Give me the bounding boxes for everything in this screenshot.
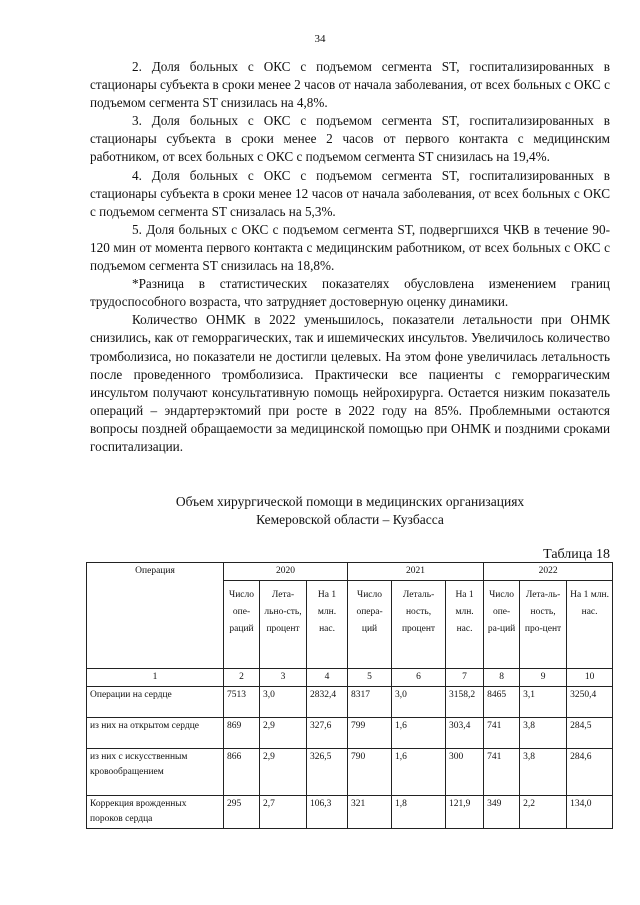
value-cell: 790: [348, 749, 392, 796]
subheader-cell: Число опе-раций: [224, 581, 260, 669]
value-cell: 134,0: [567, 796, 613, 829]
value-cell: 106,3: [307, 796, 348, 829]
value-cell: 3,1: [520, 687, 567, 718]
table-title: [90, 493, 610, 529]
value-cell: 326,5: [307, 749, 348, 796]
column-number: 3: [260, 669, 307, 687]
value-cell: 3,8: [520, 718, 567, 749]
value-cell: 2,9: [260, 718, 307, 749]
table-row: [87, 749, 613, 796]
table-label: Таблица 18: [543, 547, 610, 562]
column-number: 7: [446, 669, 484, 687]
paragraph: Количество ОНМК в 2022 уменьшилось, показатели летальности при ОНМК снизились, как от геморрагических, так и ишемических инсультов. Увеличилось количество тромболизиса, но показатели не достигли целевых. На этом фоне увеличилась летальность после проведенного тромболизиса. Практически все пациенты с геморрагическим инсультом получают консультативную помощь нейрохирурга. Остается низким показатель операций – эндартерэктомий при росте в 2022 году на 85%. Проблемными остаются вопросы поздней обращаемости за медицинской помощью при ОНМК и поздними сроками госпитализации.: [90, 312, 610, 454]
header-row: [87, 563, 613, 581]
value-cell: 3,0: [260, 687, 307, 718]
value-cell: 3,0: [392, 687, 446, 718]
page-number: 34: [314, 33, 326, 45]
value-cell: 3158,2: [446, 687, 484, 718]
value-cell: 1,8: [392, 796, 446, 829]
surgery-volume-table: [86, 562, 613, 829]
paragraph: 2. Доля больных с ОКС с подъемом сегмента ST, госпитализированных в стационары субъекта в сроки менее 2 часов от начала заболевания, от всех больных с ОКС с подъемом сегмента ST снизилась на 4,8%.: [90, 59, 610, 111]
subheader-cell: Лета-ль-ность, про-цент: [520, 581, 567, 669]
body-text: [90, 58, 610, 456]
subheader-cell: На 1 млн. нас.: [567, 581, 613, 669]
value-cell: 741: [484, 749, 520, 796]
table-row: [87, 796, 613, 829]
value-cell: 8465: [484, 687, 520, 718]
column-number: 2: [224, 669, 260, 687]
value-cell: 300: [446, 749, 484, 796]
column-number-row: [87, 669, 613, 687]
value-cell: 321: [348, 796, 392, 829]
operation-cell: из них на открытом сердце: [87, 718, 224, 749]
value-cell: 121,9: [446, 796, 484, 829]
subheader-cell: Лета-льно-сть, процент: [260, 581, 307, 669]
value-cell: 284,6: [567, 749, 613, 796]
value-cell: 799: [348, 718, 392, 749]
column-number: 9: [520, 669, 567, 687]
column-number: 8: [484, 669, 520, 687]
column-number: 1: [87, 669, 224, 687]
value-cell: 284,5: [567, 718, 613, 749]
subheader-cell: На 1 млн. нас.: [307, 581, 348, 669]
operation-cell: Коррекция врожденных пороков сердца: [87, 796, 224, 829]
operation-cell: Операции на сердце: [87, 687, 224, 718]
paragraph: 5. Доля больных с ОКС с подъемом сегмента ST, подвергшихся ЧКВ в течение 90-120 мин от момента первого контакта с медицинским работником, от всех больных с ОКС с подъемом сегмента ST снизилась на 18,8%.: [90, 221, 610, 274]
value-cell: 295: [224, 796, 260, 829]
operation-cell: из них с искусственным кровообращением: [87, 749, 224, 796]
column-number: 4: [307, 669, 348, 687]
value-cell: 869: [224, 718, 260, 749]
subheader-cell: Число опе-ра-ций: [484, 581, 520, 669]
value-cell: 741: [484, 718, 520, 749]
value-cell: 8317: [348, 687, 392, 718]
column-number: 5: [348, 669, 392, 687]
value-cell: 3250,4: [567, 687, 613, 718]
value-cell: 2,7: [260, 796, 307, 829]
subheader-cell: Число опера-ций: [348, 581, 392, 669]
value-cell: 7513: [224, 687, 260, 718]
value-cell: 303,4: [446, 718, 484, 749]
table-row: [87, 718, 613, 749]
value-cell: 2,2: [520, 796, 567, 829]
table-row: [87, 687, 613, 718]
value-cell: 327,6: [307, 718, 348, 749]
subheader-cell: На 1 млн. нас.: [446, 581, 484, 669]
footnote-paragraph: *Разница в статистических показателях обусловлена изменением границ трудоспособного возраста, что затрудняет достоверную оценку динамики.: [90, 276, 610, 310]
paragraph: 4. Доля больных с ОКС с подъемом сегмента ST, госпитализированных в стационары субъекта в сроки менее 12 часов от начала заболевания, от всех больных с ОКС с подъемом сегмента ST снизалась на 5,3%.: [90, 167, 610, 219]
table-title-line: Кемеровской области – Кузбасса: [256, 512, 444, 527]
table-title-line: Объем хирургической помощи в медицинских организациях: [175, 494, 525, 509]
value-cell: 349: [484, 796, 520, 829]
column-number: 6: [392, 669, 446, 687]
operation-header: Операция: [87, 563, 224, 669]
value-cell: 866: [224, 749, 260, 796]
year-header: 2020: [224, 563, 348, 581]
paragraph: 3. Доля больных с ОКС с подъемом сегмента ST, госпитализированных в стационары субъекта в сроки менее 2 часов от первого контакта с медицинским работником, от всех больных с ОКС с подъемом сегмента ST снизилась на 19,4%.: [90, 113, 610, 165]
value-cell: 3,8: [520, 749, 567, 796]
column-number: 10: [567, 669, 613, 687]
value-cell: 2,9: [260, 749, 307, 796]
year-header: 2021: [348, 563, 484, 581]
year-header: 2022: [484, 563, 613, 581]
value-cell: 1,6: [392, 749, 446, 796]
value-cell: 1,6: [392, 718, 446, 749]
subheader-cell: Леталь-ность, процент: [392, 581, 446, 669]
value-cell: 2832,4: [307, 687, 348, 718]
